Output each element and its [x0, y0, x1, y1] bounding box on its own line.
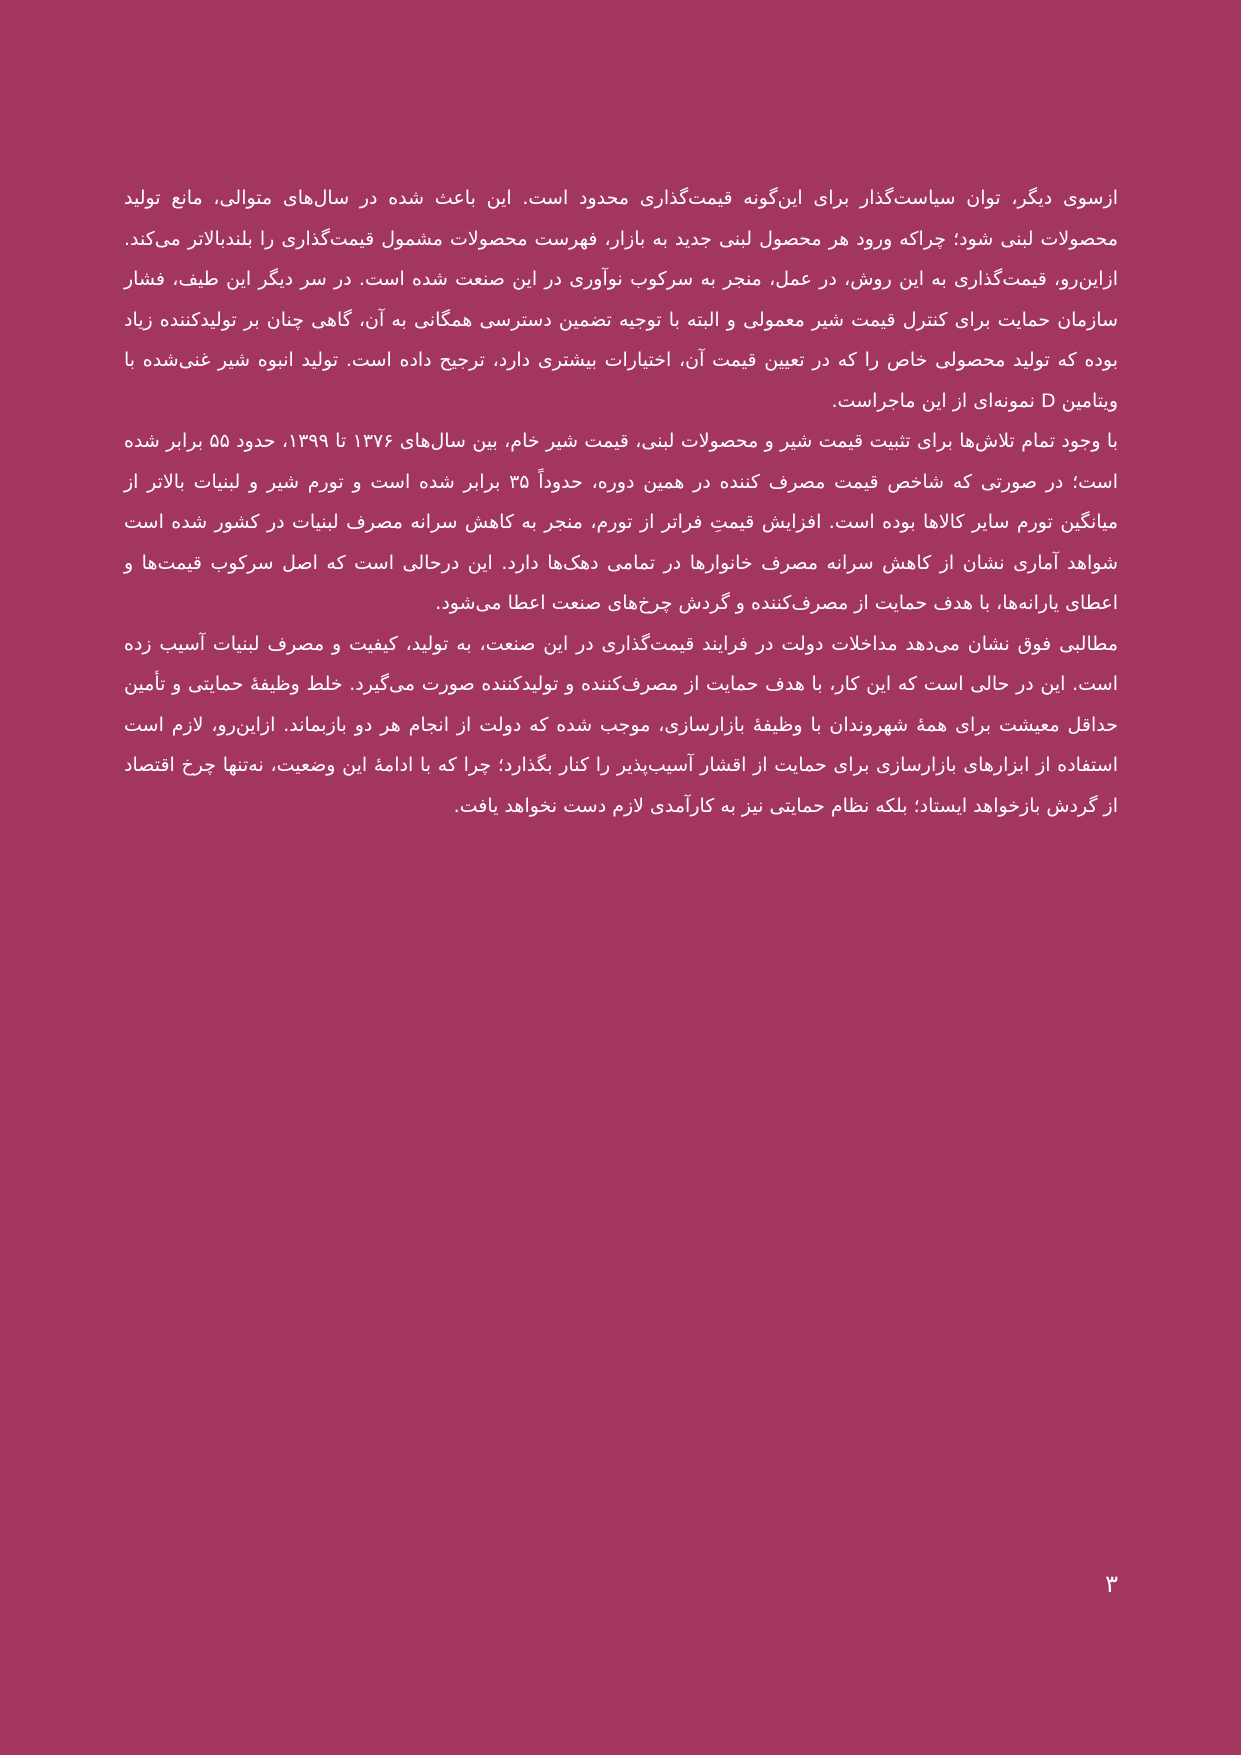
- page-number: ۳: [1105, 1570, 1118, 1598]
- paragraph-government-intervention: مطالبی فوق نشان می‌دهد مداخلات دولت در فرایند قیمت‌گذاری در این صنعت، به تولید، کیفیت و مصرف لبنیات آسیب زده است. این در حالی است که این کار، با هدف حمایت از مصرف‌کننده و تولیدکننده صورت می‌گیرد. خلط وظیفهٔ حمایتی و تأمین حداقل معیشت برای همهٔ شهروندان با وظیفهٔ بازارسازی، موجب شده که دولت از انجام هر دو بازبماند. ازاین‌رو، لازم است استفاده از ابزارهای بازارسازی برای حمایت از اقشار آسیب‌پذیر را کنار بگذارد؛ چرا که با ادامهٔ این وضعیت، نه‌تنها چرخ اقتصاد از گردش بازخواهد ایستاد؛ بلکه نظام حمایتی نیز به کارآمدی لازم دست نخواهد یافت.: [124, 632, 1118, 817]
- paragraph-price-control-innovation: ازسوی دیگر، توان سیاست‌گذار برای این‌گونه قیمت‌گذاری محدود است. این باعث شده در سال‌های متوالی، مانع تولید محصولات لبنی شود؛ چراکه ورود هر محصول لبنی جدید به بازار، فهرست محصولات مشمول قیمت‌گذاری را بلندبالاتر می‌کند. ازاین‌رو، قیمت‌گذاری به این روش، در عمل، منجر به سرکوب نوآوری در این صنعت شده است. در سر دیگر این طیف، فشار سازمان حمایت برای کنترل قیمت شیر معمولی و البته با توجیه تضمین دسترسی همگانی به آن، گاهی چنان بر تولیدکننده زیاد بوده که تولید محصولی خاص را که در تعیین قیمت آن، اختیارات بیشتری دارد، ترجیح داده است. تولید انبوه شیر غنی‌شده با ویتامین D نمونه‌ای از این ماجراست.: [124, 187, 1118, 412]
- paragraph-milk-price-inflation: با وجود تمام تلاش‌ها برای تثبیت قیمت شیر و محصولات لبنی، قیمت شیر خام، بین سال‌های ۱۳۷۶ تا ۱۳۹۹، حدود ۵۵ برابر شده است؛ در صورتی که شاخص قیمت مصرف کننده در همین دوره، حدوداً ۳۵ برابر شده است و تورم شیر و لبنیات بالاتر از میانگین تورم سایر کالاها بوده است. افزایش قیمتِ فراتر از تورم، منجر به کاهش سرانه مصرف لبنیات در کشور شده است شواهد آماری نشان از کاهش سرانه مصرف خانوارها در تمامی دهک‌ها دارد. این درحالی است که اصل سرکوب قیمت‌ها و اعطای یارانه‌ها، با هدف حمایت از مصرف‌کننده و گردش چرخ‌های صنعت اعطا می‌شود.: [124, 430, 1118, 614]
- body-text: [124, 178, 1118, 826]
